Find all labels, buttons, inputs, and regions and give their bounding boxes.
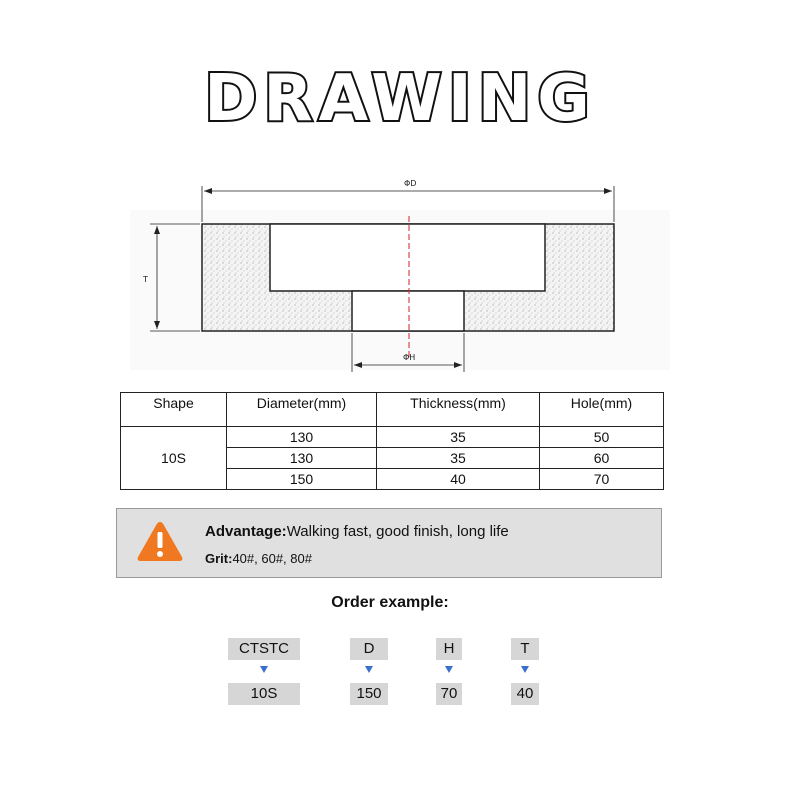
shape-cell: 10S [121, 427, 227, 490]
header-thickness: Thickness(mm) [377, 393, 540, 427]
cup-recess [270, 224, 545, 291]
arrow-down-icon [365, 666, 373, 673]
wheel-drawing [0, 160, 800, 380]
thickness-cell: 40 [377, 469, 540, 490]
thickness-label: T [143, 275, 148, 284]
grit-text: 40#, 60#, 80# [232, 551, 312, 566]
diameter-label: ΦD [404, 179, 417, 188]
advantage-label: Advantage: [205, 523, 287, 540]
thickness-cell: 35 [377, 448, 540, 469]
grit-label: Grit: [205, 551, 233, 566]
advantage-text: Walking fast, good finish, long life [286, 523, 509, 540]
order-header-h: H [436, 638, 462, 660]
hole-cell: 50 [540, 427, 664, 448]
order-header-d: D [350, 638, 388, 660]
order-header-ctstc: CTSTC [228, 638, 300, 660]
hole-cell: 70 [540, 469, 664, 490]
advantage-box [116, 508, 662, 578]
table-row [121, 427, 664, 448]
arrow-down-icon [445, 666, 453, 673]
header-diameter: Diameter(mm) [227, 393, 377, 427]
thickness-cell: 35 [377, 427, 540, 448]
order-value-d: 150 [350, 683, 388, 705]
header-hole: Hole(mm) [540, 393, 664, 427]
table-header-row [121, 393, 664, 427]
diameter-cell: 130 [227, 448, 377, 469]
diameter-cell: 150 [227, 469, 377, 490]
center-hole [352, 291, 464, 331]
order-header-t: T [511, 638, 539, 660]
page-title: DRAWING [204, 62, 596, 136]
hole-label: ΦH [403, 353, 416, 362]
order-value-h: 70 [436, 683, 462, 705]
warning-icon [135, 519, 185, 565]
arrow-down-icon [260, 666, 268, 673]
order-value-ctstc: 10S [228, 683, 300, 705]
order-value-t: 40 [511, 683, 539, 705]
diameter-cell: 130 [227, 427, 377, 448]
spec-table [120, 392, 664, 490]
hole-cell: 60 [540, 448, 664, 469]
order-example-title: Order example: [331, 594, 449, 611]
header-shape: Shape [121, 393, 227, 427]
arrow-down-icon [521, 666, 529, 673]
